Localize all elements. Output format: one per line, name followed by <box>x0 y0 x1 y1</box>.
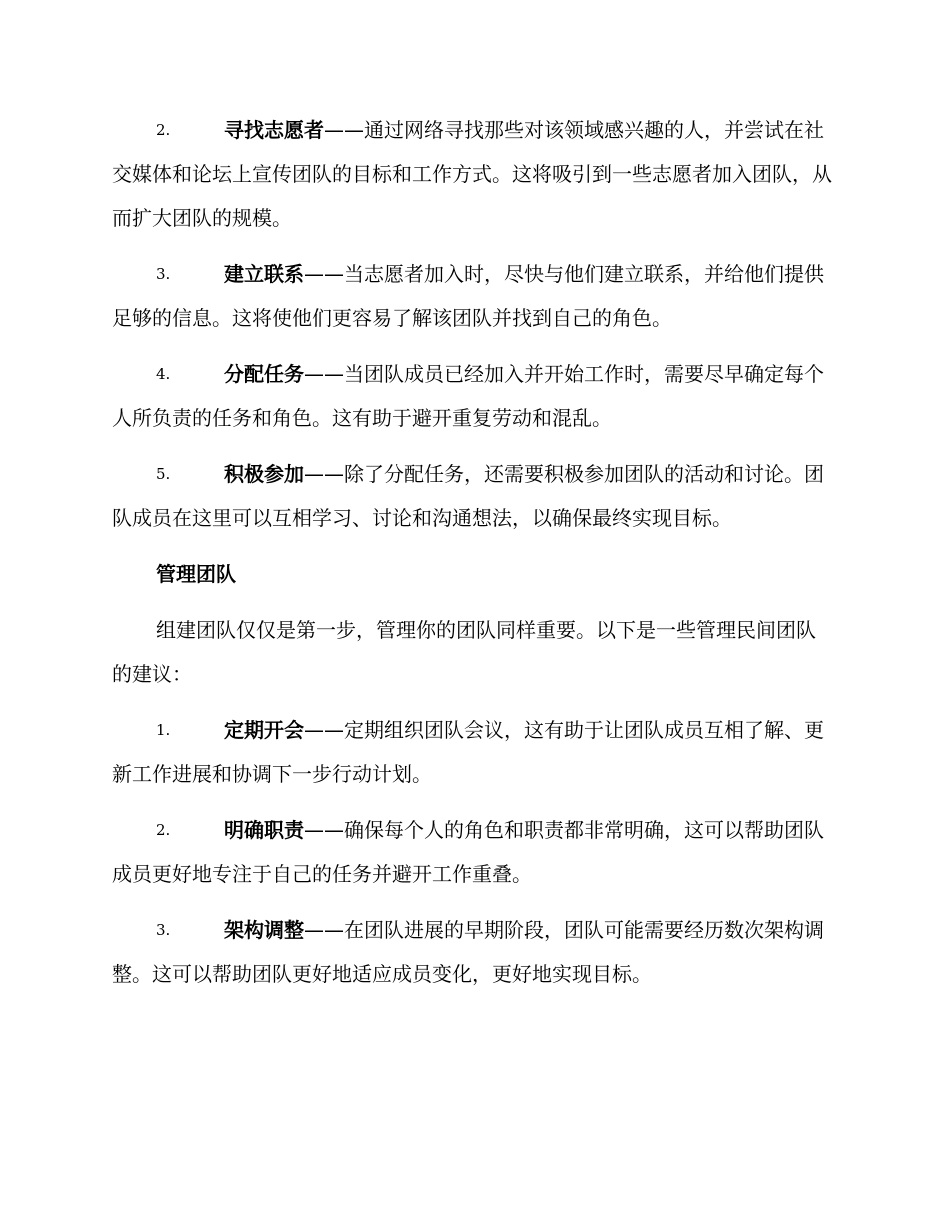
intro-paragraph: 组建团队仅仅是第一步，管理你的团队同样重要。以下是一些管理民间团队的建议： <box>112 618 816 686</box>
list-term: 积极参加 <box>224 462 304 486</box>
list-text: ——通过网络寻找那些对该领域感兴趣的人，并尝试在社交媒体和论坛上宣传团队的目标和工作方式。这将吸引到一些志愿者加入团队，从而扩大团队的规模。 <box>112 118 832 230</box>
list-number: 5. <box>156 465 171 483</box>
list-item <box>112 708 834 796</box>
list-item <box>112 808 834 896</box>
list-item <box>112 252 834 340</box>
list-text: ——确保每个人的角色和职责都非常明确，这可以帮助团队成员更好地专注于自己的任务并避开工作重叠。 <box>112 818 824 886</box>
list-item <box>112 452 834 540</box>
list-term: 建立联系 <box>224 262 304 286</box>
list-term: 分配任务 <box>224 362 304 386</box>
list-term: 寻找志愿者 <box>224 118 324 142</box>
section-heading: 管理团队 <box>156 562 236 586</box>
list-number: 4. <box>156 365 171 383</box>
list-item <box>112 352 834 440</box>
list-number: 2. <box>156 821 171 839</box>
list-number: 2. <box>156 121 171 139</box>
list-item <box>112 908 834 996</box>
list-number: 3. <box>156 921 171 939</box>
list-text: ——定期组织团队会议，这有助于让团队成员互相了解、更新工作进展和协调下一步行动计划。 <box>112 718 824 786</box>
list-number: 3. <box>156 265 171 283</box>
list-number: 1. <box>156 721 171 739</box>
list-text: ——当团队成员已经加入并开始工作时，需要尽早确定每个人所负责的任务和角色。这有助于避开重复劳动和混乱。 <box>112 362 824 430</box>
list-term: 定期开会 <box>224 718 304 742</box>
list-text: ——当志愿者加入时，尽快与他们建立联系，并给他们提供足够的信息。这将使他们更容易了解该团队并找到自己的角色。 <box>112 262 824 330</box>
list-term: 架构调整 <box>224 918 304 942</box>
list-term: 明确职责 <box>224 818 304 842</box>
list-item <box>112 108 834 240</box>
list-text: ——在团队进展的早期阶段，团队可能需要经历数次架构调整。这可以帮助团队更好地适应成员变化，更好地实现目标。 <box>112 918 824 986</box>
list-text: ——除了分配任务，还需要积极参加团队的活动和讨论。团队成员在这里可以互相学习、讨论和沟通想法，以确保最终实现目标。 <box>112 462 824 530</box>
document-body <box>112 108 834 1008</box>
